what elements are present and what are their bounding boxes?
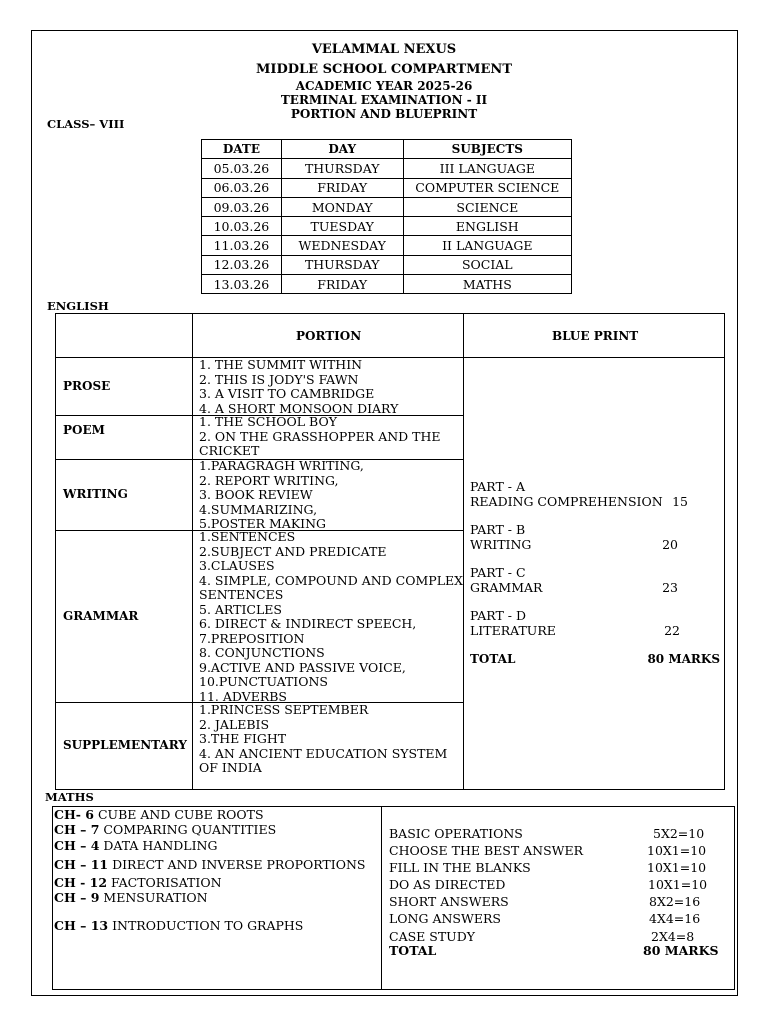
chapter-number: CH – 9 [54,889,100,905]
question-type: BASIC OPERATIONS [389,826,523,841]
part-marks: 23 [662,579,678,595]
part-label: PART - C [470,565,526,580]
list-item: 4. AN ANCIENT EDUCATION SYSTEM [199,745,448,761]
day-cell: WEDNESDAY [281,236,403,255]
list-item [54,876,365,891]
blueprint-part-b [470,523,720,552]
list-item: 11. ADVERBS [199,688,287,704]
day-cell: FRIDAY [281,178,403,197]
subject-cell: MATHS [403,275,571,294]
section-grammar-label: GRAMMAR [63,609,139,623]
list-item: 8. CONJUNCTIONS [199,645,325,660]
question-type: CASE STUDY [389,928,475,944]
list-item [54,808,365,823]
subject-cell: SOCIAL [403,255,571,274]
table-header-row [202,140,572,159]
subject-cell: SCIENCE [403,197,571,216]
subject-cell: ENGLISH [403,217,571,236]
part-marks: 22 [664,622,680,638]
column-header-subjects: SUBJECTS [403,140,571,159]
list-item: 3.CLAUSES [199,558,275,573]
list-item: 9.ACTIVE AND PASSIVE VOICE, [199,659,406,675]
question-type: CHOOSE THE BEST ANSWER [389,843,584,859]
list-item: 4. A SHORT MONSOON DIARY [199,400,399,416]
part-title: WRITING [470,536,532,552]
list-item: 7.PREPOSITION [199,630,305,646]
part-title: LITERATURE [470,622,556,638]
chapter-number: CH – 7 [54,821,100,837]
part-label: PART - A [470,479,526,494]
table-row [202,178,572,197]
list-item: 2. THIS IS JODY'S FAWN [199,371,359,387]
table-row [202,275,572,294]
section-supplementary-label: SUPPLEMENTARY [63,738,187,752]
list-item: 2.SUBJECT AND PREDICATE [199,543,387,559]
blueprint-part-d [470,609,720,638]
chapter-number: CH – 13 [54,918,109,933]
table-row [389,911,725,928]
question-type: FILL IN THE BLANKS [389,860,531,876]
question-marks: 2X4=8 [651,928,695,944]
list-item [54,858,365,873]
section-prose-label: PROSE [63,379,111,393]
table-row [202,217,572,236]
maths-chapter-list [54,808,365,934]
part-marks: 20 [662,536,678,552]
date-cell: 11.03.26 [202,236,282,255]
day-cell: MONDAY [281,197,403,216]
document-subtitle: PORTION AND BLUEPRINT [290,107,478,121]
supplementary-items [199,703,447,776]
maths-section-label: MATHS [45,790,94,804]
list-item: 4.SUMMARIZING, [199,501,318,517]
part-label: PART - B [470,522,526,537]
exam-schedule-table [201,139,572,294]
chapter-title: COMPARING QUANTITIES [99,821,277,837]
column-header-day: DAY [281,140,403,159]
list-item: 5. ARTICLES [199,601,282,617]
part-title: READING COMPREHENSION [470,493,663,509]
table-row [389,929,725,943]
date-cell: 10.03.26 [202,217,282,236]
list-item [54,823,365,838]
subject-cell: III LANGUAGE [403,159,571,178]
question-marks: 5X2=10 [653,826,705,841]
list-item: 2. ON THE GRASSHOPPER AND THE [199,428,441,444]
total-label: TOTAL [470,652,516,666]
list-item: 2. REPORT WRITING, [199,472,339,488]
list-item: 3. BOOK REVIEW [199,487,313,502]
list-item [54,839,365,854]
writing-items [199,459,364,532]
blueprint-part-a [470,480,720,509]
list-item: 10.PUNCTUATIONS [199,674,328,689]
exam-title: TERMINAL EXAMINATION - II [280,93,488,107]
portion-column-header: PORTION [296,329,362,343]
question-marks: 8X2=16 [649,894,701,910]
question-marks: 10X1=10 [647,860,707,876]
chapter-title: DIRECT AND INVERSE PROPORTIONS [108,856,366,872]
list-item: OF INDIA [199,760,262,775]
question-marks: 4X4=16 [649,911,701,927]
day-cell: FRIDAY [281,275,403,294]
chapter-number: CH - 12 [54,875,108,890]
total-marks: 80 MARKS [643,942,719,958]
chapter-title: CUBE AND CUBE ROOTS [94,807,264,822]
table-row [389,860,725,877]
academic-year: ACADEMIC YEAR 2025-26 [295,79,473,93]
chapter-number: CH – 11 [54,856,109,872]
table-row [389,894,725,911]
class-label: CLASS– VIII [47,117,125,131]
table-row [389,826,725,843]
english-portion-table [55,313,725,790]
table-row [202,197,572,216]
chapter-number: CH- 6 [54,807,94,822]
table-row [389,877,725,894]
list-item [54,919,365,934]
section-poem-label: POEM [63,423,105,437]
part-title: GRAMMAR [470,579,543,595]
list-item: 1.PRINCESS SEPTEMBER [199,702,369,717]
day-cell: THURSDAY [281,255,403,274]
english-section-label: ENGLISH [47,299,109,313]
blueprint-part-c [470,566,720,595]
list-item: SENTENCES [199,587,284,602]
list-item: 4. SIMPLE, COMPOUND AND COMPLEX [199,572,464,588]
poem-items [199,415,441,459]
table-row [202,236,572,255]
chapter-title: MENSURATION [99,889,208,905]
table-row [202,159,572,178]
subject-cell: II LANGUAGE [403,236,571,255]
school-name: VELAMMAL NEXUS [311,42,457,57]
question-type: SHORT ANSWERS [389,894,509,910]
question-marks: 10X1=10 [647,843,707,859]
list-item: 3. A VISIT TO CAMBRIDGE [199,386,375,401]
chapter-number: CH – 4 [54,838,100,853]
list-item: 1.PARAGRAGH WRITING, [199,458,364,473]
question-type: LONG ANSWERS [389,911,501,927]
subject-cell: COMPUTER SCIENCE [403,178,571,197]
total-row [389,943,725,960]
blueprint-column-header: BLUE PRINT [552,329,639,343]
part-marks: 15 [672,493,688,509]
question-marks: 10X1=10 [648,877,708,893]
day-cell: THURSDAY [281,159,403,178]
list-item: 5.POSTER MAKING [199,516,327,531]
list-item: 1. THE SCHOOL BOY [199,414,337,429]
chapter-title: INTRODUCTION TO GRAPHS [108,918,304,933]
column-header-date: DATE [202,140,282,159]
prose-items [199,358,398,416]
chapter-title: DATA HANDLING [99,838,218,853]
list-item: CRICKET [199,443,260,458]
date-cell: 13.03.26 [202,275,282,294]
date-cell: 12.03.26 [202,255,282,274]
date-cell: 06.03.26 [202,178,282,197]
list-item: 1. THE SUMMIT WITHIN [199,357,363,372]
list-item [54,891,365,906]
list-item: 6. DIRECT & INDIRECT SPEECH, [199,616,417,631]
date-cell: 05.03.26 [202,159,282,178]
table-row [202,255,572,274]
maths-portion-table [52,806,735,990]
list-item: 2. JALEBIS [199,716,270,732]
list-item: 3.THE FIGHT [199,731,287,746]
total-label: TOTAL [389,942,437,958]
section-writing-label: WRITING [63,487,128,501]
total-marks: 80 MARKS [647,652,720,666]
day-cell: TUESDAY [281,217,403,236]
chapter-title: FACTORISATION [107,875,222,890]
question-type: DO AS DIRECTED [389,877,506,893]
list-item: 1.SENTENCES [199,529,296,544]
date-cell: 09.03.26 [202,197,282,216]
blueprint-total [470,652,720,667]
part-label: PART - D [470,608,527,623]
table-row [389,843,725,860]
grammar-items [199,530,463,704]
compartment-title: MIDDLE SCHOOL COMPARTMENT [255,62,512,77]
maths-blueprint [389,826,725,960]
